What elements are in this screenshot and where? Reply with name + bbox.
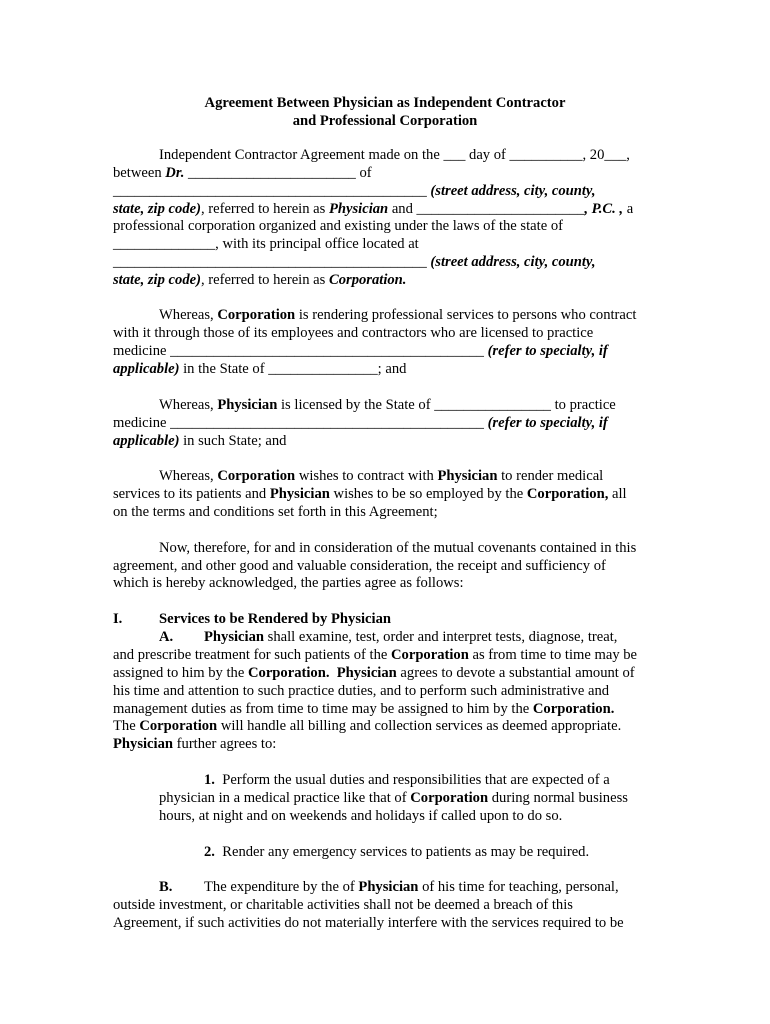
text-run: physician in a medical practice like that of <box>159 790 411 806</box>
text-run: Whereas, <box>159 468 218 484</box>
document-title-line-2: and Professional Corporation <box>292 113 478 129</box>
text-run: in the State of _______________; and <box>179 361 407 377</box>
text-run: agreement, and other good and valuable consideration, the receipt and sufficiency of <box>113 558 606 574</box>
section-body-line <box>113 735 276 753</box>
text-run: medicine ___________________________________________ <box>113 343 488 359</box>
recital-line <box>113 414 608 432</box>
text-run: assigned to him by the <box>113 665 248 681</box>
recital-line <box>159 396 616 414</box>
text-run: hours, at night and on weekends and holidays if called upon to do so. <box>159 808 563 824</box>
text-run: a <box>623 201 634 217</box>
text-run: , referred to herein as <box>200 201 329 217</box>
emphasized-text: Corporation <box>139 718 218 734</box>
emphasized-text: Corporation. <box>328 272 407 288</box>
numbered-item-line <box>204 771 610 789</box>
emphasized-text: (street address, city, county, <box>430 183 596 199</box>
intro-line <box>113 271 406 289</box>
emphasized-text: Corporation <box>217 468 296 484</box>
section-body-line <box>113 646 637 664</box>
emphasized-text: Physician <box>113 736 174 752</box>
recital-line <box>113 432 286 450</box>
text-run: and prescribe treatment for such patients of the <box>113 647 391 663</box>
text-run: further agrees to: <box>173 736 277 752</box>
subsection-label <box>159 878 172 896</box>
text-run: ______________, with its principal office located at <box>113 236 419 252</box>
text-run: management duties as from time to time may be assigned to him by the <box>113 701 533 717</box>
text-run: is rendering professional services to persons who contract <box>295 307 637 323</box>
text-run: of his time for teaching, personal, <box>418 879 619 895</box>
text-run: and _______________________ <box>388 201 585 217</box>
emphasized-text: applicable) <box>113 433 180 449</box>
emphasized-text: (street address, city, county, <box>430 254 596 270</box>
text-run <box>329 665 336 681</box>
text-run: to render medical <box>497 468 604 484</box>
text-run: which is hereby acknowledged, the parties agree as follows: <box>113 575 464 591</box>
text-run: professional corporation organized and existing under the laws of the state of <box>113 218 563 234</box>
text-run: in such State; and <box>179 433 287 449</box>
recital-line <box>113 342 608 360</box>
intro-line <box>113 235 419 253</box>
section-body-line <box>113 717 621 735</box>
text-run: Agreement, if such activities do not materially interfere with the services required to be <box>113 915 624 931</box>
section-body-line <box>113 682 609 700</box>
section-body-line <box>113 700 614 718</box>
emphasized-text: Physician <box>204 629 265 645</box>
text-run: , referred to herein as <box>200 272 329 288</box>
numbered-item-line <box>204 843 589 861</box>
document-title-line-1: Agreement Between Physician as Independent Contractor <box>204 95 566 111</box>
text-run: wishes to contract with <box>295 468 438 484</box>
text-run: wishes to be so employed by the <box>329 486 527 502</box>
text-run: on the terms and conditions set forth in this Agreement; <box>113 504 438 520</box>
text-run: services to its patients and <box>113 486 270 502</box>
recital-line <box>159 467 603 485</box>
emphasized-text: Physician <box>328 201 389 217</box>
text-run: between <box>113 165 166 181</box>
emphasized-text: Physician <box>336 665 397 681</box>
emphasized-text: Physician <box>217 397 278 413</box>
emphasized-text: Physician <box>269 486 330 502</box>
emphasized-text: I. <box>113 611 123 627</box>
emphasized-text: Corporation <box>410 790 489 806</box>
section-body-line <box>113 664 635 682</box>
text-run: is licensed by the State of ________________ to practice <box>277 397 616 413</box>
text-run: Independent Contractor Agreement made on the ___ day of __________, 20___, <box>159 147 630 163</box>
text-run: _______________________ of <box>184 165 372 181</box>
text-run: agrees to devote a substantial amount of <box>396 665 635 681</box>
text-run: The expenditure by the of <box>204 879 359 895</box>
section-body-line <box>204 878 619 896</box>
emphasized-text: Corporation. <box>247 665 330 681</box>
emphasized-text: Services to be Rendered by Physician <box>159 611 392 627</box>
text-run: Render any emergency services to patients as may be required. <box>214 844 590 860</box>
subsection-label <box>159 628 173 646</box>
text-run: all <box>608 486 627 502</box>
text-run: outside investment, or charitable activities shall not be deemed a breach of this <box>113 897 573 913</box>
text-run: Now, therefore, for and in consideration of the mutual covenants contained in this <box>159 540 637 556</box>
emphasized-text: Corporation <box>391 647 469 663</box>
text-run: The <box>113 718 140 734</box>
emphasized-text: Corporation, <box>526 486 609 502</box>
recital-line <box>159 306 636 324</box>
emphasized-text: 1. <box>204 772 215 788</box>
emphasized-text: state, zip code) <box>113 201 201 217</box>
emphasized-text: state, zip code) <box>113 272 201 288</box>
intro-line <box>113 200 633 218</box>
text-run: will handle all billing and collection services as deemed appropriate. <box>217 718 622 734</box>
emphasized-text: Corporation. <box>532 701 615 717</box>
recital-line <box>113 324 593 342</box>
recital-line <box>113 360 406 378</box>
intro-line <box>113 182 596 200</box>
emphasized-text: Physician <box>358 879 419 895</box>
emphasized-text: Physician <box>437 468 498 484</box>
consideration-line <box>113 574 464 592</box>
section-number <box>113 610 122 628</box>
text-run: Perform the usual duties and responsibilities that are expected of a <box>214 772 610 788</box>
recital-line <box>113 503 438 521</box>
numbered-item-line <box>159 807 562 825</box>
emphasized-text: (refer to specialty, if <box>487 343 608 359</box>
text-run: with it through those of its employees and contractors who are licensed to practice <box>113 325 594 341</box>
consideration-line <box>159 539 636 557</box>
intro-line <box>113 217 563 235</box>
text-run: ___________________________________________ <box>113 183 431 199</box>
text-run: his time and attention to such practice duties, and to perform such administrative and <box>113 683 610 699</box>
emphasized-text: 2. <box>204 844 215 860</box>
emphasized-text: Dr. <box>165 165 185 181</box>
text-run: ___________________________________________ <box>113 254 431 270</box>
emphasized-text: , P.C. , <box>584 201 624 217</box>
text-run: as from time to time may be <box>468 647 638 663</box>
consideration-line <box>113 557 606 575</box>
text-run: during normal business <box>488 790 628 806</box>
intro-line <box>159 146 630 164</box>
emphasized-text: B. <box>159 879 173 895</box>
text-run: Whereas, <box>159 307 218 323</box>
section-body-line <box>113 896 573 914</box>
section-body-line <box>204 628 617 646</box>
emphasized-text: Corporation <box>217 307 296 323</box>
text-run: medicine ___________________________________________ <box>113 415 488 431</box>
section-heading <box>159 610 391 628</box>
numbered-item-line <box>159 789 628 807</box>
text-run: shall examine, test, order and interpret tests, diagnose, treat, <box>264 629 618 645</box>
text-run: Whereas, <box>159 397 218 413</box>
emphasized-text: A. <box>159 629 174 645</box>
intro-line <box>113 253 596 271</box>
section-body-line <box>113 914 624 932</box>
recital-line <box>113 485 627 503</box>
intro-line <box>113 164 372 182</box>
emphasized-text: (refer to specialty, if <box>487 415 608 431</box>
emphasized-text: applicable) <box>113 361 180 377</box>
